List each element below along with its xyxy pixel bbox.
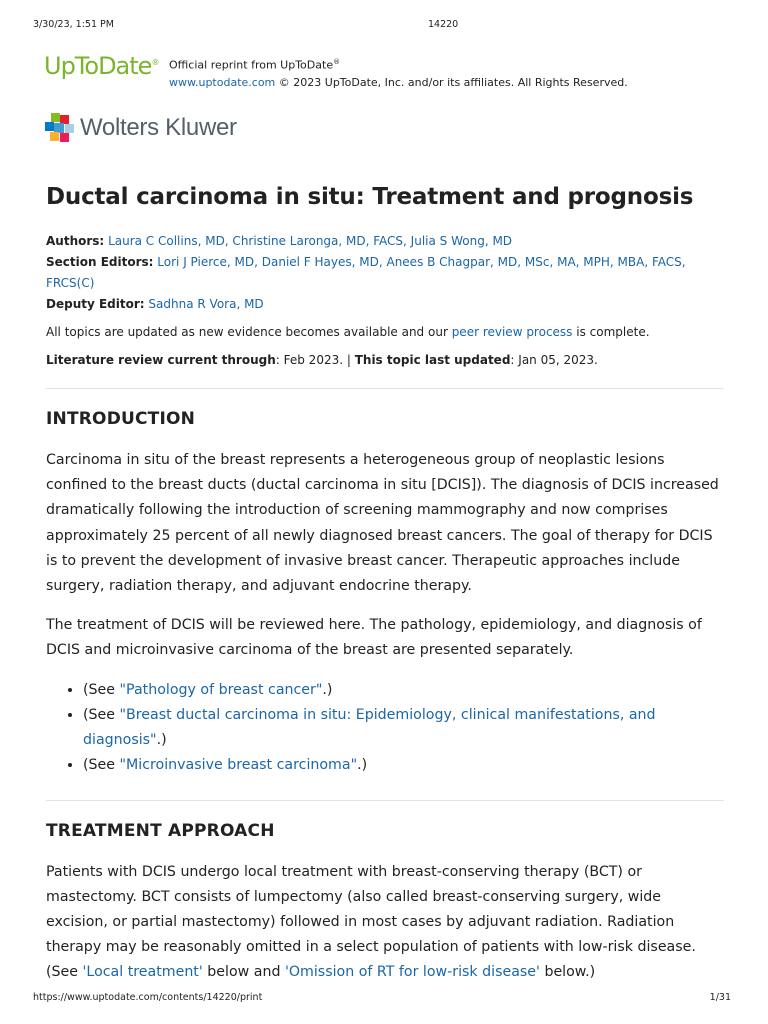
peer-review-link[interactable]: peer review process	[451, 325, 573, 339]
list-item: • (See "Breast ductal carcinoma in situ: Epidemiology, clinical manifestations, and diagnosis".)	[83, 703, 726, 753]
pathology-link[interactable]: "Pathology of breast cancer"	[119, 681, 323, 698]
copyright-text: © 2023 UpToDate, Inc. and/or its affiliates. All Rights Reserved.	[275, 75, 628, 89]
print-header	[33, 19, 731, 33]
treatment-approach-heading: TREATMENT APPROACH	[46, 820, 275, 841]
divider	[46, 800, 724, 801]
deputy-editor-link[interactable]: Sadhna R Vora, MD	[148, 297, 264, 311]
local-treatment-link[interactable]: 'Local treatment'	[82, 964, 203, 981]
deputy-editor-line: Deputy Editor: Sadhna R Vora, MD	[46, 297, 264, 311]
review-dates: Literature review current through: Feb 2023. | This topic last updated: Jan 05, 2023.	[46, 353, 598, 367]
intro-paragraph-1: Carcinoma in situ of the breast represents a heterogeneous group of neoplastic lesions confined to the breast ducts (ductal carcinoma in situ [DCIS]). The diagnosis of DCIS increased dramatically following the introduction of screening mammography and now comprises approximately 25 percent of all newly diagnosed breast cancers. The goal of therapy for DCIS is to prevent the development of invasive breast cancer. Therapeutic approaches include surgery, radiation therapy, and adjuvant endocrine therapy.	[46, 452, 719, 595]
print-date: 3/30/23, 1:51 PM	[33, 19, 114, 30]
dcis-epidemiology-link[interactable]: "Breast ductal carcinoma in situ: Epidemiology, clinical manifestations, and diagnosis"	[83, 706, 656, 748]
wolters-kluwer-wordmark: Wolters Kluwer	[80, 114, 237, 141]
update-note: All topics are updated as new evidence becomes available and our peer review process is complete.	[46, 325, 650, 339]
omission-rt-link[interactable]: 'Omission of RT for low-risk disease'	[284, 964, 540, 981]
list-item: • (See "Microinvasive breast carcinoma".)	[83, 753, 726, 778]
print-url: https://www.uptodate.com/contents/14220/print	[33, 992, 263, 1003]
treatment-paragraph: Patients with DCIS undergo local treatment with breast-conserving therapy (BCT) or mastectomy. BCT consists of lumpectomy (also called breast-conserving surgery, wide excision, or partial mastectomy) followed in most cases by adjuvant radiation. Radiation therapy may be reasonably omitted in a select population of patients with low-risk disease. (See 'Local treatment' below and 'Omission of RT for low-risk disease' below.)	[46, 863, 696, 981]
print-doc-id: 14220	[428, 19, 459, 30]
print-footer	[33, 992, 731, 1006]
wolters-kluwer-logo	[45, 113, 237, 143]
intro-paragraph-2: The treatment of DCIS will be reviewed here. The pathology, epidemiology, and diagnosis of DCIS and microinvasive carcinoma of the breast are presented separately.	[46, 617, 702, 659]
authors-links[interactable]: Laura C Collins, MD, Christine Laronga, MD, FACS, Julia S Wong, MD	[108, 234, 513, 248]
page-number: 1/31	[709, 992, 731, 1003]
article-title: Ductal carcinoma in situ: Treatment and prognosis	[46, 184, 694, 210]
microinvasive-link[interactable]: "Microinvasive breast carcinoma"	[119, 756, 358, 773]
introduction-heading: INTRODUCTION	[46, 409, 196, 429]
section-editors-links[interactable]: Lori J Pierce, MD, Daniel F Hayes, MD, Anees B Chagpar, MD, MSc, MA, MPH, MBA, FACS, FRCS(C)	[46, 255, 686, 290]
list-item: • (See "Pathology of breast cancer".)	[83, 678, 726, 703]
section-editors-line: Section Editors: Lori J Pierce, MD, Daniel F Hayes, MD, Anees B Chagpar, MD, MSc, MA, MPH, MBA, FACS, FRCS(C)	[46, 255, 686, 290]
uptodate-logo: UpToDate®	[44, 52, 159, 80]
reprint-notice: Official reprint from UpToDate® www.uptodate.com © 2023 UpToDate, Inc. and/or its affiliates. All Rights Reserved.	[169, 58, 628, 89]
divider	[46, 388, 724, 389]
authors-line: Authors: Laura C Collins, MD, Christine Laronga, MD, FACS, Julia S Wong, MD	[46, 234, 513, 248]
article-body	[46, 181, 726, 1000]
uptodate-site-link[interactable]: www.uptodate.com	[169, 75, 276, 89]
see-also-list	[46, 678, 726, 778]
wolters-kluwer-mark-icon	[45, 113, 75, 143]
